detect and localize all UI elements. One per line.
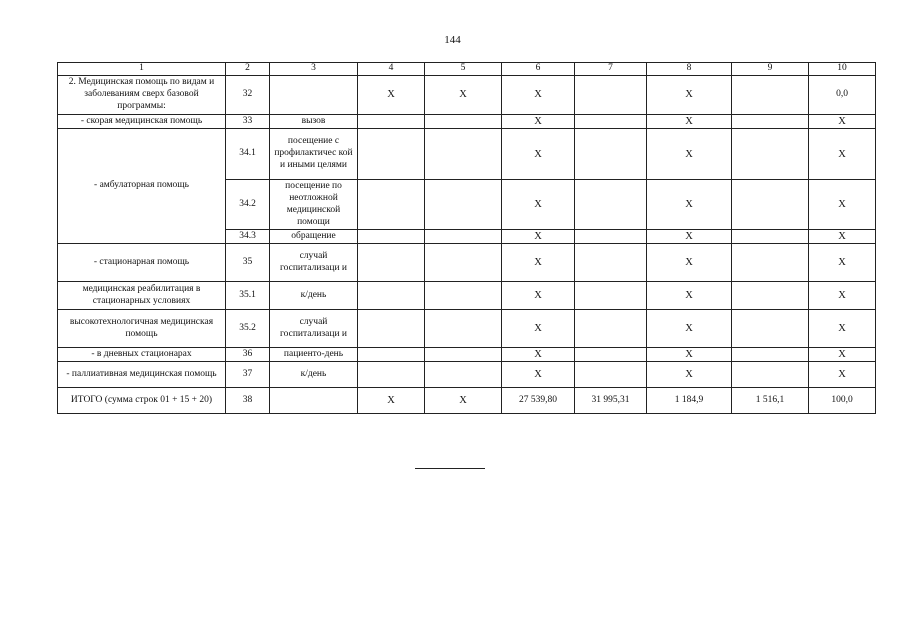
row-unit: случай госпитализаци и (270, 244, 358, 282)
row-code: 34.3 (226, 230, 270, 244)
cell-col5 (425, 244, 502, 282)
cell-col8: Х (647, 129, 732, 180)
row-unit: к/день (270, 282, 358, 310)
row-code: 34.1 (226, 129, 270, 180)
cell-col9 (732, 76, 809, 115)
cell-col5 (425, 180, 502, 230)
cell-col5 (425, 348, 502, 362)
row-unit: посещение по неотложной медицинской помощи (270, 180, 358, 230)
cell-col10: 0,0 (809, 76, 876, 115)
total-row (58, 388, 876, 414)
column-header: 8 (647, 63, 732, 76)
cell-col7 (575, 230, 647, 244)
cell-col4 (358, 362, 425, 388)
column-header: 2 (226, 63, 270, 76)
cell-col8: Х (647, 362, 732, 388)
cell-col4 (358, 180, 425, 230)
table-row (58, 129, 876, 180)
row-code: 37 (226, 362, 270, 388)
cell-col8: Х (647, 180, 732, 230)
row-code: 32 (226, 76, 270, 115)
row-unit: обращение (270, 230, 358, 244)
cell-col7 (575, 310, 647, 348)
cell-col9 (732, 230, 809, 244)
cell-col9 (732, 348, 809, 362)
cell-col5: Х (425, 76, 502, 115)
cell-col10: Х (809, 230, 876, 244)
row-name: - скорая медицинская помощь (58, 115, 226, 129)
cell-col6: Х (502, 282, 575, 310)
cell-col6: Х (502, 180, 575, 230)
row-unit: случай госпитализаци и (270, 310, 358, 348)
cell-col5 (425, 129, 502, 180)
cell-col5 (425, 282, 502, 310)
cell-col6: Х (502, 310, 575, 348)
cell-col7 (575, 362, 647, 388)
row-name: - в дневных стационарах (58, 348, 226, 362)
cell-col7: 31 995,31 (575, 388, 647, 414)
row-name: высокотехнологичная медицинская помощь (58, 310, 226, 348)
cell-col9 (732, 362, 809, 388)
cell-col6: Х (502, 348, 575, 362)
row-unit: пациенто-день (270, 348, 358, 362)
row-code: 33 (226, 115, 270, 129)
row-code: 35.2 (226, 310, 270, 348)
cell-col4 (358, 282, 425, 310)
row-unit: посещение с профилактичес кой и иными целями (270, 129, 358, 180)
cell-col4: Х (358, 388, 425, 414)
cell-col7 (575, 76, 647, 115)
cell-col10: Х (809, 180, 876, 230)
cell-col4 (358, 115, 425, 129)
cell-col9 (732, 282, 809, 310)
row-name: - стационарная помощь (58, 244, 226, 282)
row-code: 35 (226, 244, 270, 282)
cell-col10: Х (809, 362, 876, 388)
column-header: 5 (425, 63, 502, 76)
cell-col6: Х (502, 129, 575, 180)
row-unit: к/день (270, 362, 358, 388)
table-row (58, 282, 876, 310)
cell-col9 (732, 244, 809, 282)
cell-col7 (575, 282, 647, 310)
cell-col10: Х (809, 129, 876, 180)
header-row (58, 63, 876, 76)
row-name: - паллиативная медицинская помощь (58, 362, 226, 388)
column-header: 3 (270, 63, 358, 76)
cell-col5: Х (425, 388, 502, 414)
cell-col4: Х (358, 76, 425, 115)
row-name: 2. Медицинская помощь по видам и заболеваниям сверх базовой программы: (58, 76, 226, 115)
cell-col10: Х (809, 282, 876, 310)
cell-col7 (575, 348, 647, 362)
cell-col7 (575, 180, 647, 230)
cell-col9 (732, 310, 809, 348)
footer-divider (415, 468, 485, 469)
cell-col7 (575, 244, 647, 282)
table-row (58, 310, 876, 348)
column-header: 1 (58, 63, 226, 76)
cell-col5 (425, 362, 502, 388)
column-header: 6 (502, 63, 575, 76)
cell-col7 (575, 129, 647, 180)
cell-col8: Х (647, 230, 732, 244)
cell-col6: Х (502, 230, 575, 244)
page-number: 144 (444, 34, 461, 46)
cell-col10: Х (809, 310, 876, 348)
row-unit: вызов (270, 115, 358, 129)
cell-col6: Х (502, 362, 575, 388)
data-table (57, 62, 876, 414)
table-row (58, 244, 876, 282)
row-name: ИТОГО (сумма строк 01 + 15 + 20) (58, 388, 226, 414)
cell-col7 (575, 115, 647, 129)
column-header: 7 (575, 63, 647, 76)
cell-col8: Х (647, 310, 732, 348)
row-code: 38 (226, 388, 270, 414)
table-row (58, 348, 876, 362)
cell-col10: Х (809, 244, 876, 282)
cell-col5 (425, 115, 502, 129)
row-code: 36 (226, 348, 270, 362)
row-name: - амбулаторная помощь (58, 129, 226, 244)
column-header: 10 (809, 63, 876, 76)
cell-col8: Х (647, 76, 732, 115)
cell-col6: Х (502, 244, 575, 282)
row-unit (270, 76, 358, 115)
cell-col10: 100,0 (809, 388, 876, 414)
cell-col9 (732, 115, 809, 129)
cell-col8: Х (647, 244, 732, 282)
cell-col8: Х (647, 115, 732, 129)
cell-col4 (358, 310, 425, 348)
cell-col4 (358, 348, 425, 362)
cell-col8: 1 184,9 (647, 388, 732, 414)
column-header: 9 (732, 63, 809, 76)
cell-col5 (425, 230, 502, 244)
cell-col5 (425, 310, 502, 348)
cell-col6: 27 539,80 (502, 388, 575, 414)
cell-col4 (358, 129, 425, 180)
row-code: 34.2 (226, 180, 270, 230)
cell-col8: Х (647, 282, 732, 310)
column-header: 4 (358, 63, 425, 76)
cell-col6: Х (502, 76, 575, 115)
row-unit (270, 388, 358, 414)
cell-col9 (732, 129, 809, 180)
table-row (58, 76, 876, 115)
cell-col9 (732, 180, 809, 230)
cell-col9: 1 516,1 (732, 388, 809, 414)
table-row (58, 115, 876, 129)
cell-col10: Х (809, 115, 876, 129)
cell-col8: Х (647, 348, 732, 362)
row-code: 35.1 (226, 282, 270, 310)
cell-col10: Х (809, 348, 876, 362)
cell-col4 (358, 230, 425, 244)
cell-col4 (358, 244, 425, 282)
table-row (58, 362, 876, 388)
row-name: медицинская реабилитация в стационарных условиях (58, 282, 226, 310)
cell-col6: Х (502, 115, 575, 129)
